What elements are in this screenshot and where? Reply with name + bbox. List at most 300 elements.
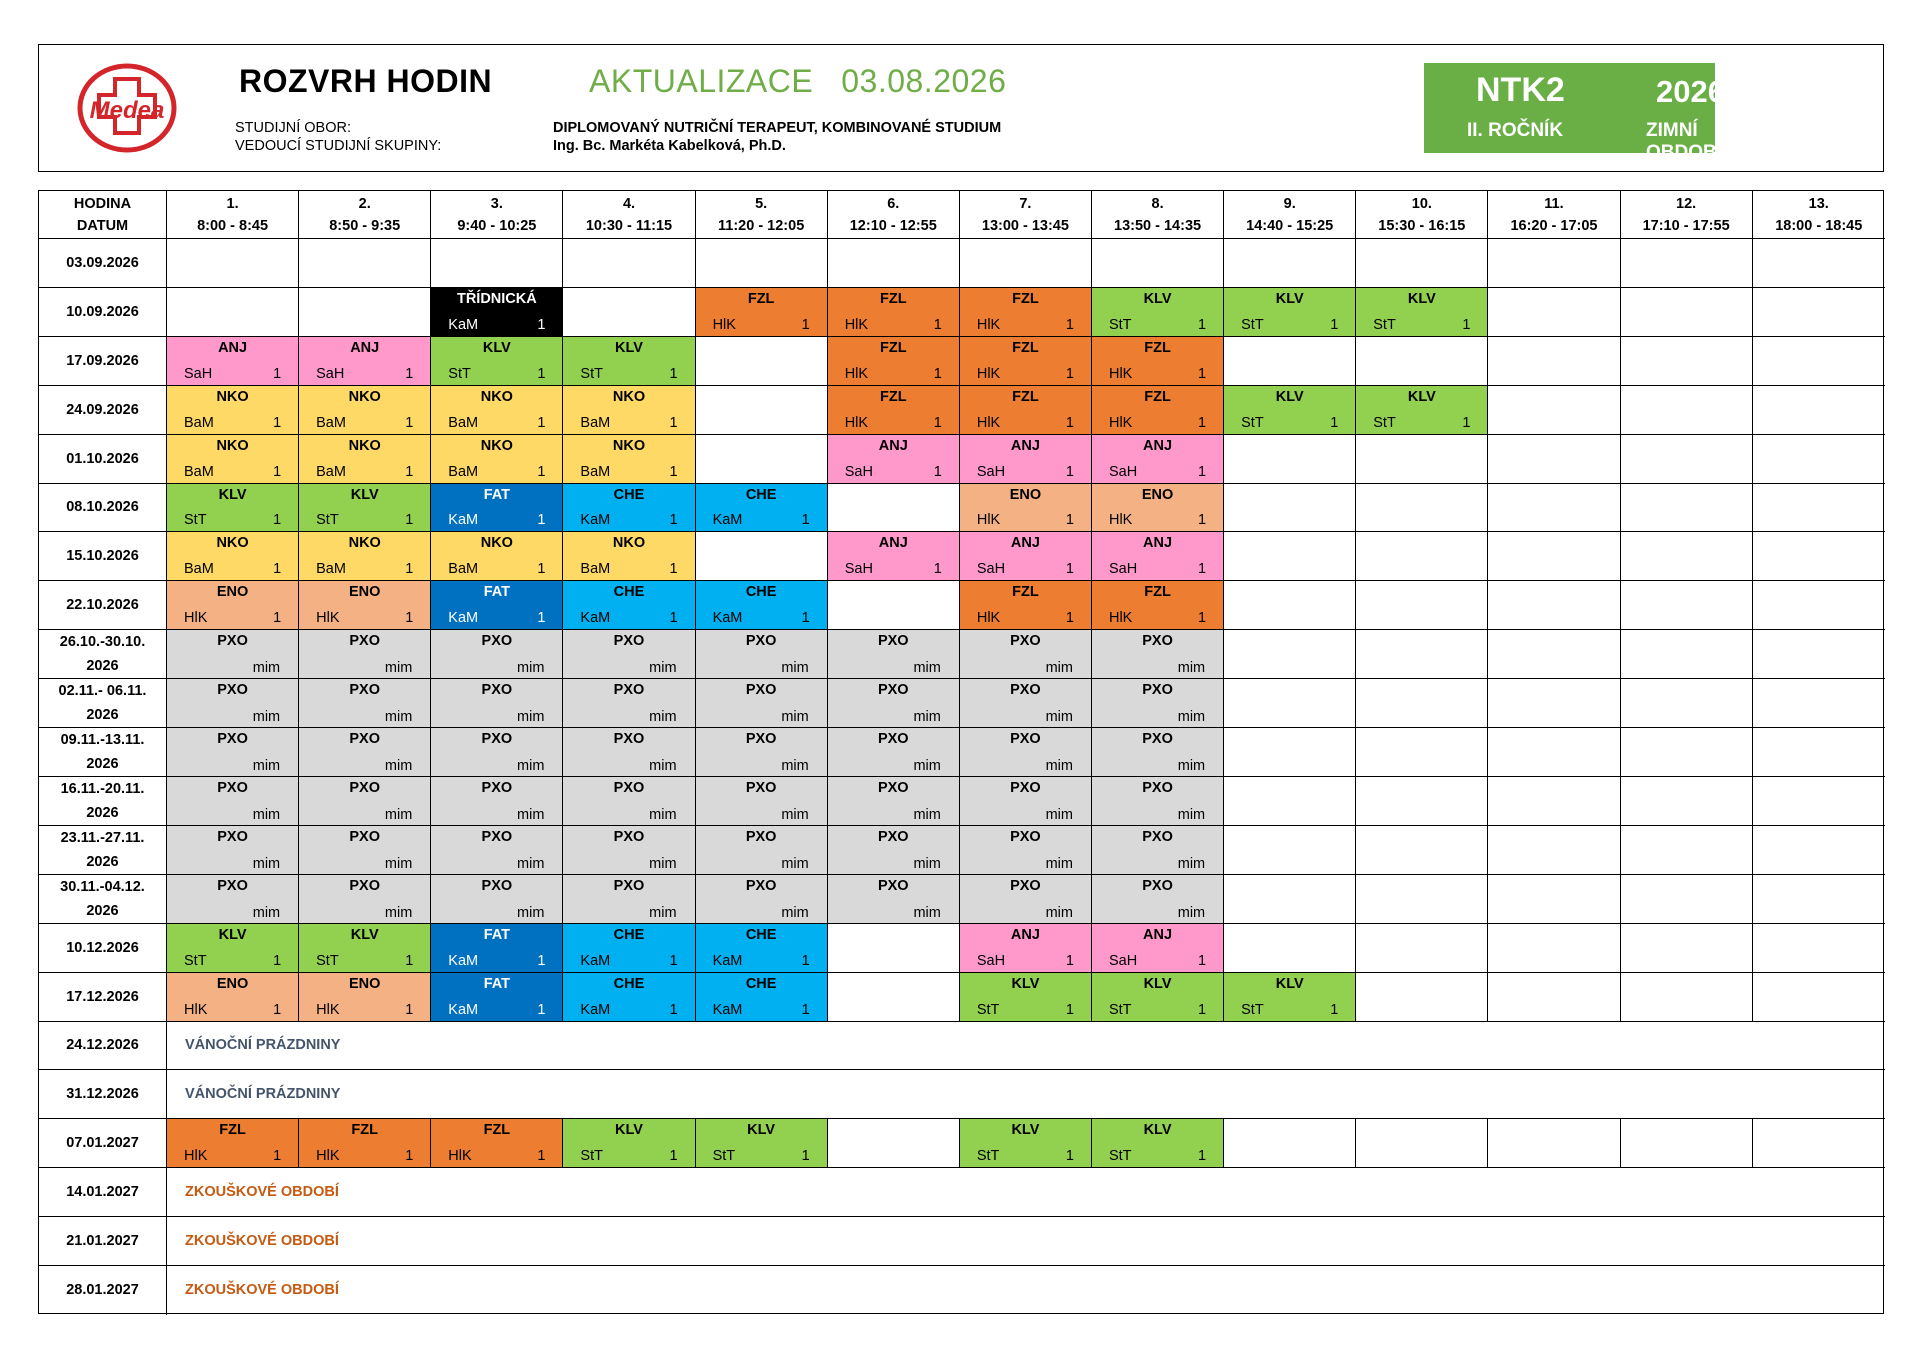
empty-cell[interactable]: [1621, 239, 1753, 288]
lesson-cell[interactable]: [960, 435, 1092, 484]
subject-code: PXO: [481, 779, 513, 796]
empty-cell[interactable]: [696, 337, 828, 386]
lesson-cell[interactable]: [431, 826, 563, 875]
empty-cell[interactable]: [1621, 581, 1753, 630]
empty-cell[interactable]: [828, 973, 960, 1022]
empty-cell[interactable]: [1224, 875, 1356, 924]
lesson-cell[interactable]: [431, 973, 563, 1022]
lesson-cell[interactable]: [563, 581, 695, 630]
period-header: [167, 191, 299, 239]
empty-cell[interactable]: [1488, 728, 1620, 777]
empty-cell[interactable]: [1356, 875, 1488, 924]
empty-cell[interactable]: [1356, 630, 1488, 679]
empty-cell[interactable]: [563, 239, 695, 288]
subject-code: ANJ: [878, 437, 908, 454]
lesson-cell[interactable]: [1092, 288, 1224, 337]
update-date: 03.08.2026: [841, 63, 1007, 99]
lesson-cell[interactable]: [563, 435, 695, 484]
lesson-cell[interactable]: [1092, 532, 1224, 581]
lesson-cell[interactable]: [299, 532, 431, 581]
lesson-cell[interactable]: [431, 875, 563, 924]
subject-code: CHE: [613, 584, 645, 601]
empty-cell[interactable]: [1224, 581, 1356, 630]
lesson-cell[interactable]: [1092, 581, 1224, 630]
empty-cell[interactable]: [1356, 728, 1488, 777]
group-number: 1: [1198, 463, 1207, 480]
empty-cell[interactable]: [1488, 581, 1620, 630]
lesson-cell[interactable]: [960, 386, 1092, 435]
empty-cell[interactable]: [1356, 581, 1488, 630]
subject-code: NKO: [612, 535, 646, 552]
empty-cell[interactable]: [1224, 435, 1356, 484]
lesson-cell[interactable]: [960, 532, 1092, 581]
empty-cell[interactable]: [960, 239, 1092, 288]
empty-cell[interactable]: [1488, 875, 1620, 924]
empty-cell[interactable]: [1621, 1119, 1753, 1168]
subject-code: NKO: [216, 437, 249, 454]
lesson-cell[interactable]: [299, 581, 431, 630]
lesson-cell[interactable]: [1092, 924, 1224, 973]
empty-cell[interactable]: [1224, 924, 1356, 973]
lesson-cell[interactable]: [960, 679, 1092, 728]
empty-cell[interactable]: [828, 1119, 960, 1168]
period-time: 10:30 - 11:15: [585, 218, 673, 234]
subject-code: PXO: [481, 682, 513, 699]
empty-cell[interactable]: [1753, 777, 1885, 826]
teacher-code: SaH: [976, 463, 1006, 480]
lesson-cell[interactable]: [1092, 875, 1224, 924]
lesson-cell[interactable]: [563, 728, 695, 777]
lesson-cell[interactable]: [167, 777, 299, 826]
empty-cell[interactable]: [1224, 826, 1356, 875]
lesson-cell[interactable]: [696, 728, 828, 777]
lesson-cell[interactable]: [960, 924, 1092, 973]
lesson-cell[interactable]: [960, 581, 1092, 630]
period-header: [696, 191, 828, 239]
subject-code: FAT: [483, 486, 510, 503]
lesson-cell[interactable]: [299, 924, 431, 973]
empty-cell[interactable]: [1488, 435, 1620, 484]
empty-cell[interactable]: [1224, 630, 1356, 679]
empty-cell[interactable]: [1753, 288, 1885, 337]
group-number: 1: [537, 1148, 546, 1165]
location-label: mim: [1045, 904, 1073, 921]
lesson-cell[interactable]: [299, 337, 431, 386]
lesson-cell[interactable]: [431, 288, 563, 337]
subject-code: FZL: [1144, 339, 1171, 356]
empty-cell[interactable]: [1488, 239, 1620, 288]
teacher-code: StT: [1241, 316, 1264, 333]
lesson-cell[interactable]: [299, 1119, 431, 1168]
empty-cell[interactable]: [696, 532, 828, 581]
subject-code: PXO: [217, 828, 248, 845]
group-number: 1: [801, 1148, 810, 1165]
lesson-cell[interactable]: [431, 1119, 563, 1168]
period-time: 16:20 - 17:05: [1510, 218, 1598, 234]
empty-cell[interactable]: [1621, 337, 1753, 386]
empty-cell[interactable]: [1753, 630, 1885, 679]
lesson-cell[interactable]: [1356, 288, 1488, 337]
empty-cell[interactable]: [828, 239, 960, 288]
lesson-cell[interactable]: [167, 826, 299, 875]
lesson-cell[interactable]: [563, 630, 695, 679]
lesson-cell[interactable]: [563, 484, 695, 533]
empty-cell[interactable]: [828, 581, 960, 630]
date-cell: [39, 581, 167, 630]
subject-code: PXO: [349, 731, 381, 748]
lesson-cell[interactable]: [960, 1119, 1092, 1168]
empty-cell[interactable]: [299, 288, 431, 337]
subject-code: ANJ: [1010, 535, 1040, 552]
group-number: 1: [405, 610, 414, 627]
empty-cell[interactable]: [1621, 826, 1753, 875]
empty-cell[interactable]: [1753, 924, 1885, 973]
location-label: mim: [913, 904, 941, 921]
empty-cell[interactable]: [1488, 484, 1620, 533]
lesson-cell[interactable]: [1092, 679, 1224, 728]
empty-cell[interactable]: [1356, 1119, 1488, 1168]
lesson-cell[interactable]: [431, 630, 563, 679]
lesson-cell[interactable]: [828, 532, 960, 581]
teacher-code: StT: [1241, 1001, 1264, 1018]
group-number: 1: [669, 952, 678, 969]
empty-cell[interactable]: [167, 239, 299, 288]
lesson-cell[interactable]: [1224, 288, 1356, 337]
lesson-cell[interactable]: [1224, 386, 1356, 435]
lesson-cell[interactable]: [299, 875, 431, 924]
subject-code: CHE: [613, 926, 645, 943]
teacher-code: KaM: [580, 610, 611, 627]
lesson-cell[interactable]: [299, 777, 431, 826]
empty-cell[interactable]: [167, 288, 299, 337]
empty-cell[interactable]: [1224, 777, 1356, 826]
empty-cell[interactable]: [1488, 630, 1620, 679]
empty-cell[interactable]: [1356, 532, 1488, 581]
grade-label: II. ROČNÍK: [1467, 120, 1564, 141]
empty-cell[interactable]: [1753, 386, 1885, 435]
lesson-cell[interactable]: [563, 1119, 695, 1168]
empty-cell[interactable]: [299, 239, 431, 288]
group-number: 1: [537, 414, 546, 431]
lesson-cell[interactable]: [828, 777, 960, 826]
lesson-cell[interactable]: [563, 679, 695, 728]
lesson-cell[interactable]: [1092, 386, 1224, 435]
empty-cell[interactable]: [1621, 435, 1753, 484]
lesson-cell[interactable]: [828, 435, 960, 484]
lesson-cell[interactable]: [563, 973, 695, 1022]
empty-cell[interactable]: [1356, 484, 1488, 533]
lesson-cell[interactable]: [563, 924, 695, 973]
empty-cell[interactable]: [1753, 435, 1885, 484]
group-number: 1: [1198, 952, 1207, 969]
subject-code: PXO: [217, 779, 248, 796]
empty-cell[interactable]: [1224, 728, 1356, 777]
lesson-cell[interactable]: [167, 875, 299, 924]
lesson-cell[interactable]: [828, 337, 960, 386]
group-number: 1: [537, 1001, 546, 1018]
lesson-cell[interactable]: [828, 679, 960, 728]
teacher-code: StT: [184, 512, 207, 529]
lesson-cell[interactable]: [167, 484, 299, 533]
empty-cell[interactable]: [1753, 875, 1885, 924]
subject-code: FZL: [1012, 584, 1039, 601]
lesson-cell[interactable]: [960, 484, 1092, 533]
empty-cell[interactable]: [1621, 777, 1753, 826]
lesson-cell[interactable]: [563, 777, 695, 826]
empty-cell[interactable]: [1224, 239, 1356, 288]
empty-cell[interactable]: [1621, 679, 1753, 728]
lesson-cell[interactable]: [1092, 337, 1224, 386]
subject-code: ENO: [216, 584, 249, 601]
lesson-cell[interactable]: [696, 288, 828, 337]
lesson-cell[interactable]: [828, 630, 960, 679]
location-label: mim: [1177, 904, 1206, 921]
lesson-cell[interactable]: [696, 777, 828, 826]
subject-code: PXO: [1142, 682, 1173, 699]
lesson-cell[interactable]: [299, 630, 431, 679]
period-time: 17:10 - 17:55: [1642, 218, 1730, 234]
lesson-cell[interactable]: [696, 679, 828, 728]
group-number: 1: [1065, 952, 1074, 969]
lesson-cell[interactable]: [431, 435, 563, 484]
empty-cell[interactable]: [1356, 924, 1488, 973]
lesson-cell[interactable]: [167, 924, 299, 973]
lesson-cell[interactable]: [431, 679, 563, 728]
teacher-code: StT: [976, 1148, 1000, 1165]
empty-cell[interactable]: [1621, 484, 1753, 533]
lesson-cell[interactable]: [828, 728, 960, 777]
lesson-cell[interactable]: [696, 973, 828, 1022]
empty-cell[interactable]: [1488, 679, 1620, 728]
empty-cell[interactable]: [1753, 679, 1885, 728]
empty-cell[interactable]: [1488, 924, 1620, 973]
subject-code: PXO: [877, 682, 909, 699]
lesson-cell[interactable]: [1092, 484, 1224, 533]
empty-cell[interactable]: [431, 239, 563, 288]
lesson-cell[interactable]: [563, 875, 695, 924]
lesson-cell[interactable]: [563, 386, 695, 435]
empty-cell[interactable]: [1224, 484, 1356, 533]
empty-cell[interactable]: [696, 386, 828, 435]
empty-cell[interactable]: [1621, 532, 1753, 581]
empty-cell[interactable]: [1356, 337, 1488, 386]
empty-cell[interactable]: [563, 288, 695, 337]
lesson-cell[interactable]: [696, 630, 828, 679]
empty-cell[interactable]: [1753, 1119, 1885, 1168]
lesson-cell[interactable]: [1092, 728, 1224, 777]
lesson-cell[interactable]: [299, 826, 431, 875]
lesson-cell[interactable]: [1092, 777, 1224, 826]
subject-code: FZL: [879, 388, 907, 405]
lesson-cell[interactable]: [960, 728, 1092, 777]
empty-cell[interactable]: [1621, 973, 1753, 1022]
teacher-code: HlK: [316, 1001, 340, 1018]
empty-cell[interactable]: [1753, 973, 1885, 1022]
empty-cell[interactable]: [1356, 973, 1488, 1022]
lesson-cell[interactable]: [299, 435, 431, 484]
empty-cell[interactable]: [1753, 826, 1885, 875]
lesson-cell[interactable]: [1092, 630, 1224, 679]
subject-code: KLV: [218, 486, 247, 503]
period-time: 13:50 - 14:35: [1114, 218, 1202, 234]
date-label: 17.12.2026: [66, 988, 139, 1005]
empty-cell[interactable]: [1092, 239, 1224, 288]
group-number: 1: [273, 414, 282, 431]
empty-cell[interactable]: [1753, 581, 1885, 630]
lesson-cell[interactable]: [431, 728, 563, 777]
period-header: [431, 191, 563, 239]
empty-cell[interactable]: [1621, 288, 1753, 337]
group-number: 1: [405, 463, 414, 480]
lesson-cell[interactable]: [1092, 1119, 1224, 1168]
lesson-cell[interactable]: [299, 679, 431, 728]
lesson-cell[interactable]: [431, 337, 563, 386]
subject-code: NKO: [612, 388, 646, 405]
lesson-cell[interactable]: [696, 826, 828, 875]
lesson-cell[interactable]: [167, 337, 299, 386]
subject-code: PXO: [745, 877, 777, 894]
lesson-cell[interactable]: [563, 826, 695, 875]
lesson-cell[interactable]: [960, 826, 1092, 875]
empty-cell[interactable]: [1356, 826, 1488, 875]
lesson-cell[interactable]: [167, 435, 299, 484]
empty-cell[interactable]: [1488, 777, 1620, 826]
empty-cell[interactable]: [1356, 679, 1488, 728]
location-label: mim: [252, 806, 281, 823]
empty-cell[interactable]: [1621, 924, 1753, 973]
lesson-cell[interactable]: [167, 630, 299, 679]
lesson-cell[interactable]: [696, 1119, 828, 1168]
lesson-cell[interactable]: [431, 386, 563, 435]
empty-cell[interactable]: [1753, 484, 1885, 533]
lesson-cell[interactable]: [431, 924, 563, 973]
period-number: 9.: [1283, 196, 1296, 212]
lesson-cell[interactable]: [696, 875, 828, 924]
lesson-cell[interactable]: [299, 386, 431, 435]
group-number: 1: [1065, 1001, 1074, 1018]
date-cell: [39, 1168, 167, 1217]
subject-code: PXO: [613, 633, 645, 650]
lesson-cell[interactable]: [696, 484, 828, 533]
teacher-code: KaM: [580, 952, 611, 969]
empty-cell[interactable]: [696, 239, 828, 288]
lesson-cell[interactable]: [696, 581, 828, 630]
group-number: 1: [801, 316, 810, 333]
teacher-code: SaH: [844, 463, 873, 480]
teacher-code: HlK: [184, 1148, 208, 1165]
group-number: 1: [669, 463, 678, 480]
lesson-cell[interactable]: [299, 973, 431, 1022]
subject-code: PXO: [349, 828, 381, 845]
lesson-cell[interactable]: [828, 826, 960, 875]
period-header: [299, 191, 431, 239]
empty-cell[interactable]: [1488, 1119, 1620, 1168]
lesson-cell[interactable]: [960, 973, 1092, 1022]
empty-cell[interactable]: [1356, 239, 1488, 288]
lesson-cell[interactable]: [563, 337, 695, 386]
empty-cell[interactable]: [1224, 1119, 1356, 1168]
lesson-cell[interactable]: [1092, 435, 1224, 484]
empty-cell[interactable]: [1224, 337, 1356, 386]
lesson-cell[interactable]: [431, 532, 563, 581]
empty-cell[interactable]: [1621, 875, 1753, 924]
lesson-cell[interactable]: [828, 288, 960, 337]
lesson-cell[interactable]: [299, 484, 431, 533]
subject-code: PXO: [613, 682, 645, 699]
lesson-cell[interactable]: [960, 875, 1092, 924]
empty-cell[interactable]: [1488, 826, 1620, 875]
empty-cell[interactable]: [1753, 532, 1885, 581]
lesson-cell[interactable]: [167, 386, 299, 435]
lesson-cell[interactable]: [431, 777, 563, 826]
lesson-cell[interactable]: [167, 1119, 299, 1168]
empty-cell[interactable]: [696, 435, 828, 484]
subject-code: FZL: [1144, 388, 1171, 405]
subject-code: PXO: [877, 828, 909, 845]
group-number: 1: [1198, 561, 1207, 578]
group-number: 1: [537, 610, 546, 627]
empty-cell[interactable]: [1753, 337, 1885, 386]
period-header: [563, 191, 695, 239]
empty-cell[interactable]: [1224, 679, 1356, 728]
empty-cell[interactable]: [1488, 337, 1620, 386]
empty-cell[interactable]: [1621, 386, 1753, 435]
lesson-cell[interactable]: [960, 288, 1092, 337]
empty-cell[interactable]: [1621, 630, 1753, 679]
lesson-cell[interactable]: [431, 581, 563, 630]
lesson-cell[interactable]: [167, 728, 299, 777]
empty-cell[interactable]: [1488, 973, 1620, 1022]
empty-cell[interactable]: [1224, 532, 1356, 581]
lesson-cell[interactable]: [960, 777, 1092, 826]
lesson-cell[interactable]: [828, 386, 960, 435]
empty-cell[interactable]: [828, 924, 960, 973]
empty-cell[interactable]: [1621, 728, 1753, 777]
empty-cell[interactable]: [1356, 435, 1488, 484]
lesson-cell[interactable]: [563, 532, 695, 581]
lesson-cell[interactable]: [960, 337, 1092, 386]
location-label: mim: [384, 806, 413, 823]
lesson-cell[interactable]: [431, 484, 563, 533]
subject-code: KLV: [747, 1122, 776, 1139]
location-label: mim: [517, 709, 545, 726]
empty-cell[interactable]: [1753, 728, 1885, 777]
lesson-cell[interactable]: [167, 973, 299, 1022]
lesson-cell[interactable]: [696, 924, 828, 973]
empty-cell[interactable]: [1356, 777, 1488, 826]
lesson-cell[interactable]: [167, 581, 299, 630]
location-label: mim: [781, 904, 809, 921]
group-number: 1: [669, 365, 678, 382]
empty-cell[interactable]: [828, 484, 960, 533]
lesson-cell[interactable]: [167, 679, 299, 728]
lesson-cell[interactable]: [1092, 973, 1224, 1022]
lesson-cell[interactable]: [167, 532, 299, 581]
empty-cell[interactable]: [1488, 288, 1620, 337]
subject-code: PXO: [217, 731, 248, 748]
teacher-code: HlK: [976, 512, 1001, 529]
empty-cell[interactable]: [1488, 532, 1620, 581]
lesson-cell[interactable]: [299, 728, 431, 777]
lesson-cell[interactable]: [1224, 973, 1356, 1022]
empty-cell[interactable]: [1753, 239, 1885, 288]
lesson-cell[interactable]: [1092, 826, 1224, 875]
lesson-cell[interactable]: [960, 630, 1092, 679]
lesson-cell[interactable]: [1356, 386, 1488, 435]
lesson-cell[interactable]: [828, 875, 960, 924]
empty-cell[interactable]: [1488, 386, 1620, 435]
teacher-code: BaM: [580, 463, 611, 480]
